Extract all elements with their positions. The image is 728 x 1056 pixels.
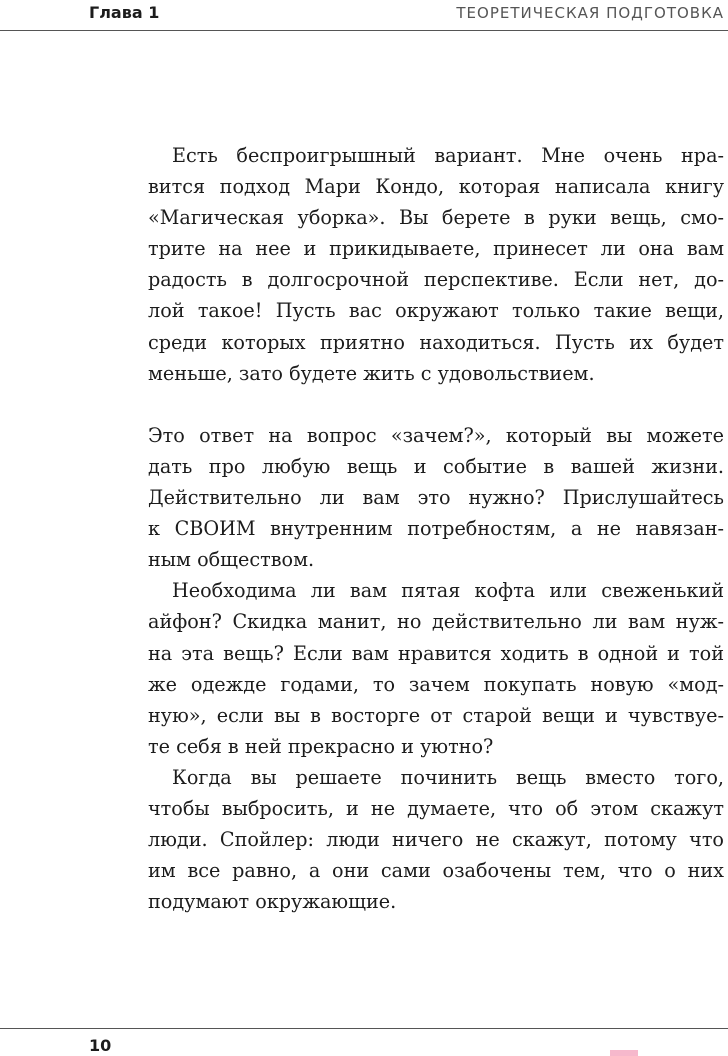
page-body: [148, 140, 724, 917]
paragraph-gap: [148, 389, 724, 420]
paragraph: [148, 575, 724, 762]
text-line: дать про любую вещь и событие в вашей жизни.: [148, 454, 724, 478]
text-line: люди. Спойлер: люди ничего не скажут, потому что: [148, 828, 724, 852]
header-rule: [0, 30, 728, 31]
text-line: Есть беспроигрышный вариант. Мне очень нра-: [172, 144, 724, 167]
text-line: меньше, зато будете жить с удовольствием.: [148, 361, 595, 385]
text-line: Когда вы решаете починить вещь вместо того,: [172, 765, 724, 789]
chapter-label: Глава 1: [89, 3, 160, 22]
text-line: же одежде годами, то зачем покупать новую «мод-: [148, 672, 724, 696]
text-line: «Магическая уборка». Вы берете в руки вещь, смо-: [148, 206, 724, 230]
text-line: ным обществом.: [148, 548, 315, 572]
page-number: 10: [89, 1036, 112, 1055]
text-line: подумают окружающие.: [148, 890, 397, 914]
text-line: на эта вещь? Если вам нравится ходить в одной и той: [148, 641, 724, 665]
text-line: те себя в ней прекрасно и уютно?: [148, 734, 494, 758]
footer-rule: [0, 1028, 728, 1029]
text-line: Это ответ на вопрос «зачем?», который вы можете: [148, 423, 724, 447]
text-line: радость в долгосрочной перспективе. Если нет, до-: [148, 268, 724, 292]
text-line: Действительно ли вам это нужно? Прислушайтесь: [148, 486, 724, 510]
color-mark: [610, 1050, 638, 1056]
text-line: ную», если вы в восторге от старой вещи и чувствуе-: [148, 703, 724, 727]
text-line: лой такое! Пусть вас окружают только такие вещи,: [148, 299, 724, 323]
running-title: ТЕОРЕТИЧЕСКАЯ ПОДГОТОВКА: [456, 4, 724, 22]
text-line: айфон? Скидка манит, но действительно ли вам нуж-: [148, 610, 724, 634]
text-line: среди которых приятно находиться. Пусть их будет: [148, 330, 724, 354]
text-line: чтобы выбросить, и не думаете, что об этом скажут: [148, 796, 724, 820]
paragraph: [148, 420, 724, 575]
page-header: [0, 0, 728, 32]
text-line: к СВОИМ внутренним потребностям, а не навязан-: [148, 517, 724, 541]
text-line: трите на нее и прикидываете, принесет ли она вам: [148, 237, 724, 261]
text-line: Необходима ли вам пятая кофта или свеженький: [172, 579, 724, 603]
paragraph: [148, 140, 724, 389]
text-line: вится подход Мари Кондо, которая написала книгу: [148, 175, 724, 199]
paragraph: [148, 762, 724, 917]
text-line: им все равно, а они сами озабочены тем, что о них: [148, 859, 724, 883]
